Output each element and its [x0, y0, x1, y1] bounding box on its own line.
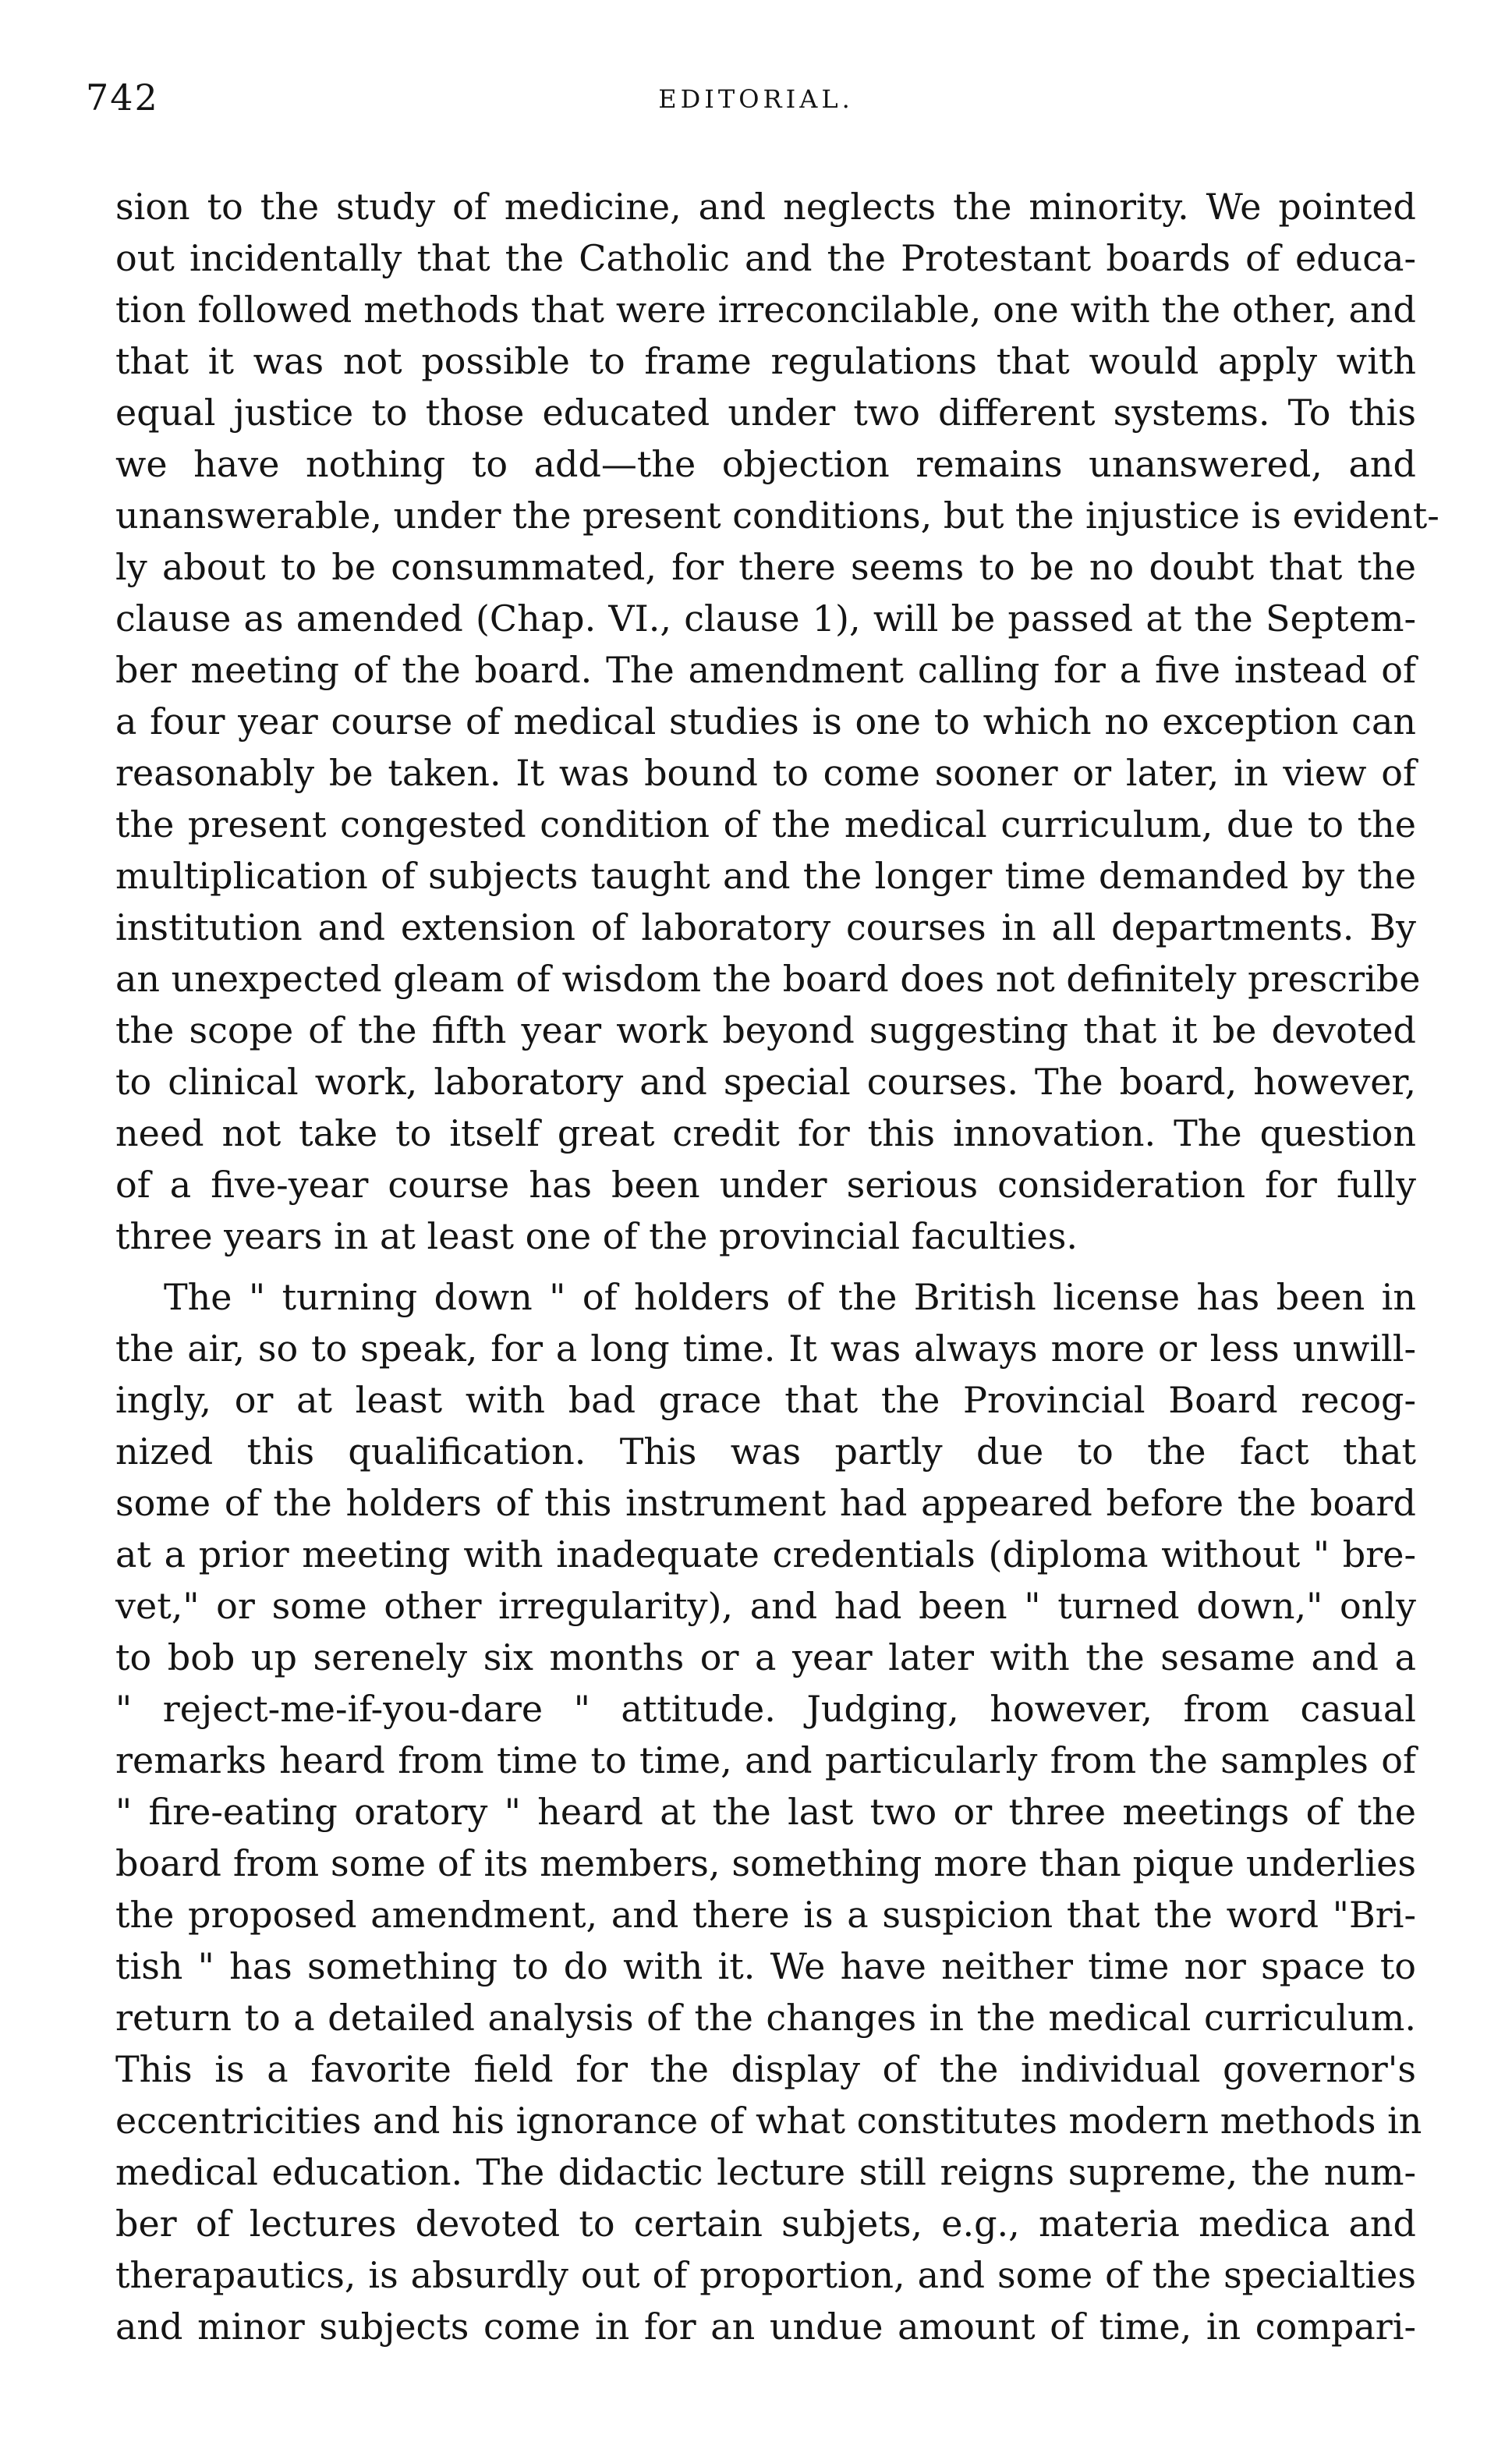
- text-line: the proposed amendment, and there is a suspicion that the word "Bri-: [115, 1894, 1416, 1936]
- text-line: that it was not possible to frame regulations that would apply with: [115, 340, 1416, 382]
- text-line: the scope of the fifth year work beyond suggesting that it be devoted: [115, 1009, 1416, 1051]
- text-line: we have nothing to add—the objection remains unanswered, and: [115, 443, 1416, 485]
- text-line: tion followed methods that were irreconcilable, one with the other, and: [115, 289, 1416, 331]
- text-line: multiplication of subjects taught and the longer time demanded by the: [115, 855, 1416, 897]
- text-line: vet," or some other irregularity), and had been " turned down," only: [115, 1585, 1416, 1627]
- text-line: the air, so to speak, for a long time. It was always more or less unwill-: [115, 1327, 1416, 1370]
- text-line: an unexpected gleam of wisdom the board does not definitely prescribe: [115, 958, 1421, 1000]
- editorial-body: [115, 181, 1439, 2352]
- text-line: " fire-eating oratory " heard at the last two or three meetings of the: [115, 1791, 1416, 1833]
- paragraph: [115, 181, 1439, 1262]
- text-line: the present congested condition of the medical curriculum, due to the: [115, 803, 1416, 845]
- text-line: ber of lectures devoted to certain subjets, e.g., materia medica and: [115, 2203, 1416, 2245]
- text-line: unanswerable, under the present conditions, but the injustice is evident-: [115, 494, 1439, 537]
- text-line: to bob up serenely six months or a year later with the sesame and a: [115, 1636, 1416, 1678]
- text-line: and minor subjects come in for an undue amount of time, in compari-: [115, 2306, 1416, 2348]
- text-line: some of the holders of this instrument had appeared before the board: [115, 1482, 1416, 1524]
- text-line: reasonably be taken. It was bound to come sooner or later, in view of: [115, 752, 1416, 794]
- text-line: ber meeting of the board. The amendment calling for a five instead of: [115, 649, 1416, 691]
- text-line: remarks heard from time to time, and particularly from the samples of: [115, 1739, 1416, 1781]
- text-line: " reject-me-if-you-dare " attitude. Judging, however, from casual: [115, 1688, 1416, 1730]
- text-line: therapautics, is absurdly out of proportion, and some of the specialties: [115, 2254, 1416, 2296]
- text-line: three years in at least one of the provincial faculties.: [115, 1215, 1078, 1257]
- text-line: ingly, or at least with bad grace that the Provincial Board recog-: [115, 1379, 1416, 1421]
- text-line: board from some of its members, something more than pique underlies: [115, 1842, 1416, 1884]
- text-line: tish " has something to do with it. We have neither time nor space to: [115, 1945, 1416, 1987]
- text-line: This is a favorite field for the display of the individual governor's: [115, 2048, 1416, 2090]
- page-number: 742: [86, 76, 159, 119]
- text-line: clause as amended (Chap. VI., clause 1), will be passed at the Septem-: [115, 597, 1416, 640]
- paragraph: [115, 1271, 1422, 2352]
- paragraph-gap: [115, 1262, 1416, 1271]
- text-line: out incidentally that the Catholic and the Protestant boards of educa-: [115, 237, 1416, 279]
- text-line: medical education. The didactic lecture still reigns supreme, the num-: [115, 2151, 1416, 2193]
- text-line: return to a detailed analysis of the changes in the medical curriculum.: [115, 1997, 1416, 2039]
- text-line: to clinical work, laboratory and special courses. The board, however,: [115, 1061, 1416, 1103]
- text-line: nized this qualification. This was partly due to the fact that: [115, 1430, 1416, 1473]
- text-line: equal justice to those educated under two different systems. To this: [115, 392, 1416, 434]
- text-line: need not take to itself great credit for this innovation. The question: [115, 1112, 1416, 1154]
- text-line: sion to the study of medicine, and neglects the minority. We pointed: [115, 186, 1416, 228]
- text-line: institution and extension of laboratory courses in all departments. By: [115, 906, 1416, 948]
- text-line: a four year course of medical studies is one to which no exception can: [115, 700, 1416, 743]
- text-line: ly about to be consummated, for there seems to be no doubt that the: [115, 546, 1416, 588]
- text-line: at a prior meeting with inadequate credentials (diploma without " bre-: [115, 1533, 1416, 1575]
- text-line: The " turning down " of holders of the British license has been in: [164, 1276, 1416, 1318]
- text-line: of a five-year course has been under serious consideration for fully: [115, 1164, 1416, 1206]
- running-head: EDITORIAL.: [658, 84, 854, 114]
- text-line: eccentricities and his ignorance of what constitutes modern methods in: [115, 2100, 1422, 2142]
